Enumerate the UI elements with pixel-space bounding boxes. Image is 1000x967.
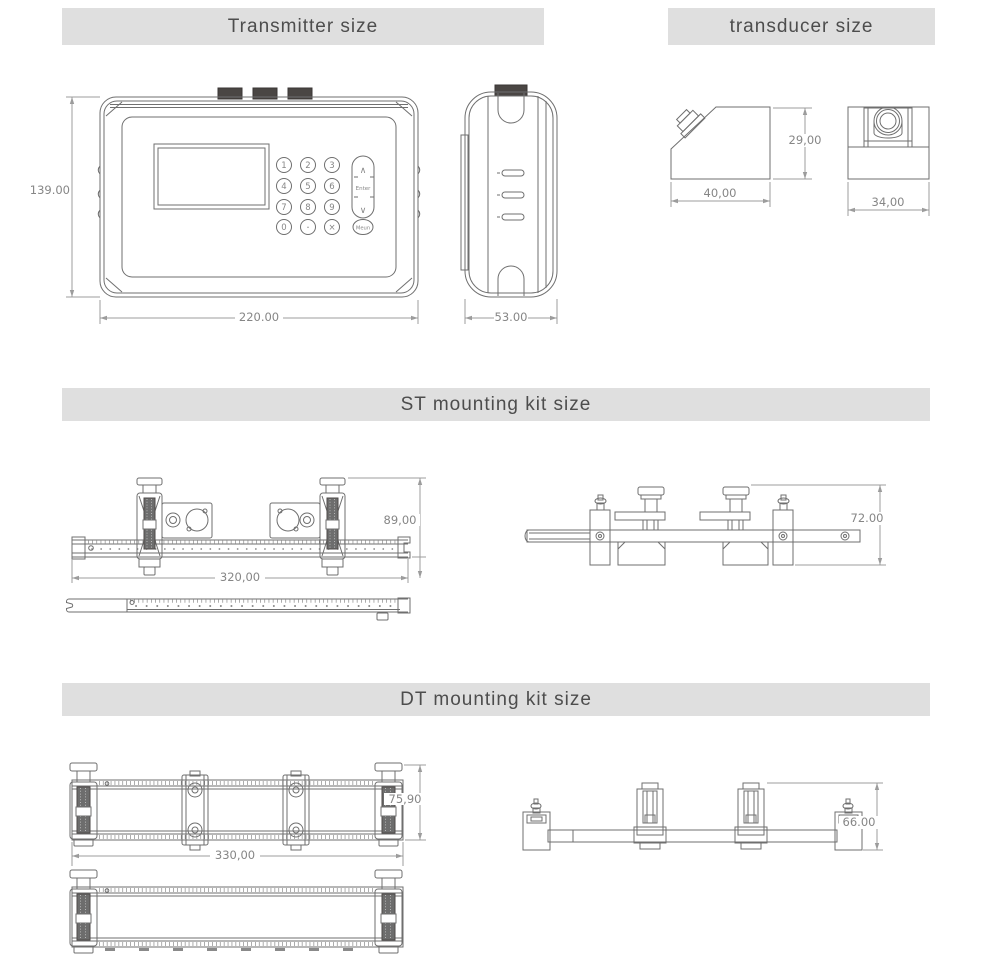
- svg-text:×: ×: [328, 223, 336, 233]
- cable-gland-icon: [495, 85, 527, 96]
- dt-kit-bottom-view: [55, 862, 455, 967]
- transducer-end-view: [840, 90, 1000, 220]
- keypad-key-4: [277, 179, 292, 194]
- keypad-key-9: [325, 200, 340, 215]
- clamp-knob-right: [700, 487, 768, 565]
- svg-text:7: 7: [281, 203, 287, 213]
- clamp-assembly-right: [320, 478, 345, 575]
- keypad-key-dot: [301, 220, 316, 235]
- nav-rocker: [352, 156, 374, 218]
- transmitter-front-view: [30, 80, 440, 330]
- st-kit-rail-view: [60, 593, 430, 633]
- sensor-plate-left: [162, 503, 212, 538]
- dimension-label-transducer-height: 29,00: [788, 133, 822, 147]
- dimension-label-depth: 53.00: [494, 310, 528, 324]
- svg-text:1: 1: [281, 161, 287, 171]
- dimension-label-dt-width: 330,00: [214, 848, 256, 862]
- svg-text:6: 6: [329, 182, 335, 192]
- connector-socket: [874, 107, 902, 138]
- svg-text:Meun: Meun: [355, 225, 371, 232]
- dt-mounting-kit-header: DT mounting kit size: [62, 683, 930, 716]
- dimension-label-height: 139.00: [29, 183, 70, 197]
- svg-text:3: 3: [329, 161, 335, 171]
- clamp-assembly-left: [137, 478, 162, 575]
- dt-kit-side-view: [505, 775, 905, 865]
- clamp-tower-left: [634, 783, 666, 849]
- display-screen: [154, 144, 269, 209]
- transducer-size-header: transducer size: [668, 8, 935, 45]
- svg-text:5: 5: [305, 182, 311, 192]
- svg-text:2: 2: [305, 161, 311, 171]
- svg-text:4: 4: [281, 182, 287, 192]
- dimension-label-width: 220.00: [238, 310, 280, 324]
- svg-text:9: 9: [329, 203, 335, 213]
- keypad-key-3: [325, 158, 340, 173]
- st-mounting-kit-header: ST mounting kit size: [62, 388, 930, 421]
- dt-kit-front-view: [55, 755, 455, 870]
- dimension-label-st-width: 320,00: [219, 570, 261, 584]
- sensor-plate-right: [270, 503, 320, 538]
- keypad-key-0: [277, 220, 292, 235]
- enter-key-label: Enter: [355, 186, 371, 192]
- dimension-label-transducer-end-width: 34,00: [871, 195, 905, 209]
- clamp-knob-left: [615, 487, 665, 565]
- rail-end-hook: [67, 599, 74, 612]
- svg-text:·: ·: [306, 221, 310, 234]
- dimension-label-dt-height: 75,90: [388, 792, 422, 806]
- numeric-keypad: [277, 158, 340, 235]
- dimension-label-st-height: 89,00: [383, 513, 417, 527]
- menu-key: [353, 220, 373, 235]
- keypad-key-5: [301, 179, 316, 194]
- dimension-label-dt-side-height: 66.00: [842, 815, 876, 829]
- up-arrow-icon: ∧: [359, 166, 367, 176]
- clamp-tower-right: [735, 783, 767, 849]
- keypad-key-7: [277, 200, 292, 215]
- end-post-left: [523, 799, 550, 850]
- dimension-label-st-side-height: 72.00: [850, 511, 884, 525]
- transmitter-size-header: Transmitter size: [62, 8, 544, 45]
- keypad-key-8: [301, 200, 316, 215]
- st-kit-front-view: [60, 465, 450, 595]
- keypad-key-delete: [325, 220, 340, 235]
- st-kit-side-view: [505, 470, 905, 595]
- transmitter-side-view: [450, 80, 570, 330]
- keypad-key-2: [301, 158, 316, 173]
- transducer-side-view: [655, 90, 835, 220]
- svg-text:8: 8: [305, 203, 311, 213]
- side-vent-slots: [497, 170, 524, 220]
- middle-bracket-right: [283, 771, 309, 850]
- svg-text:0: 0: [281, 223, 287, 233]
- keypad-key-1: [277, 158, 292, 173]
- down-arrow-icon: ∨: [359, 206, 367, 216]
- dimension-label-transducer-width: 40,00: [703, 186, 737, 200]
- keypad-key-6: [325, 179, 340, 194]
- middle-bracket-left: [182, 771, 208, 850]
